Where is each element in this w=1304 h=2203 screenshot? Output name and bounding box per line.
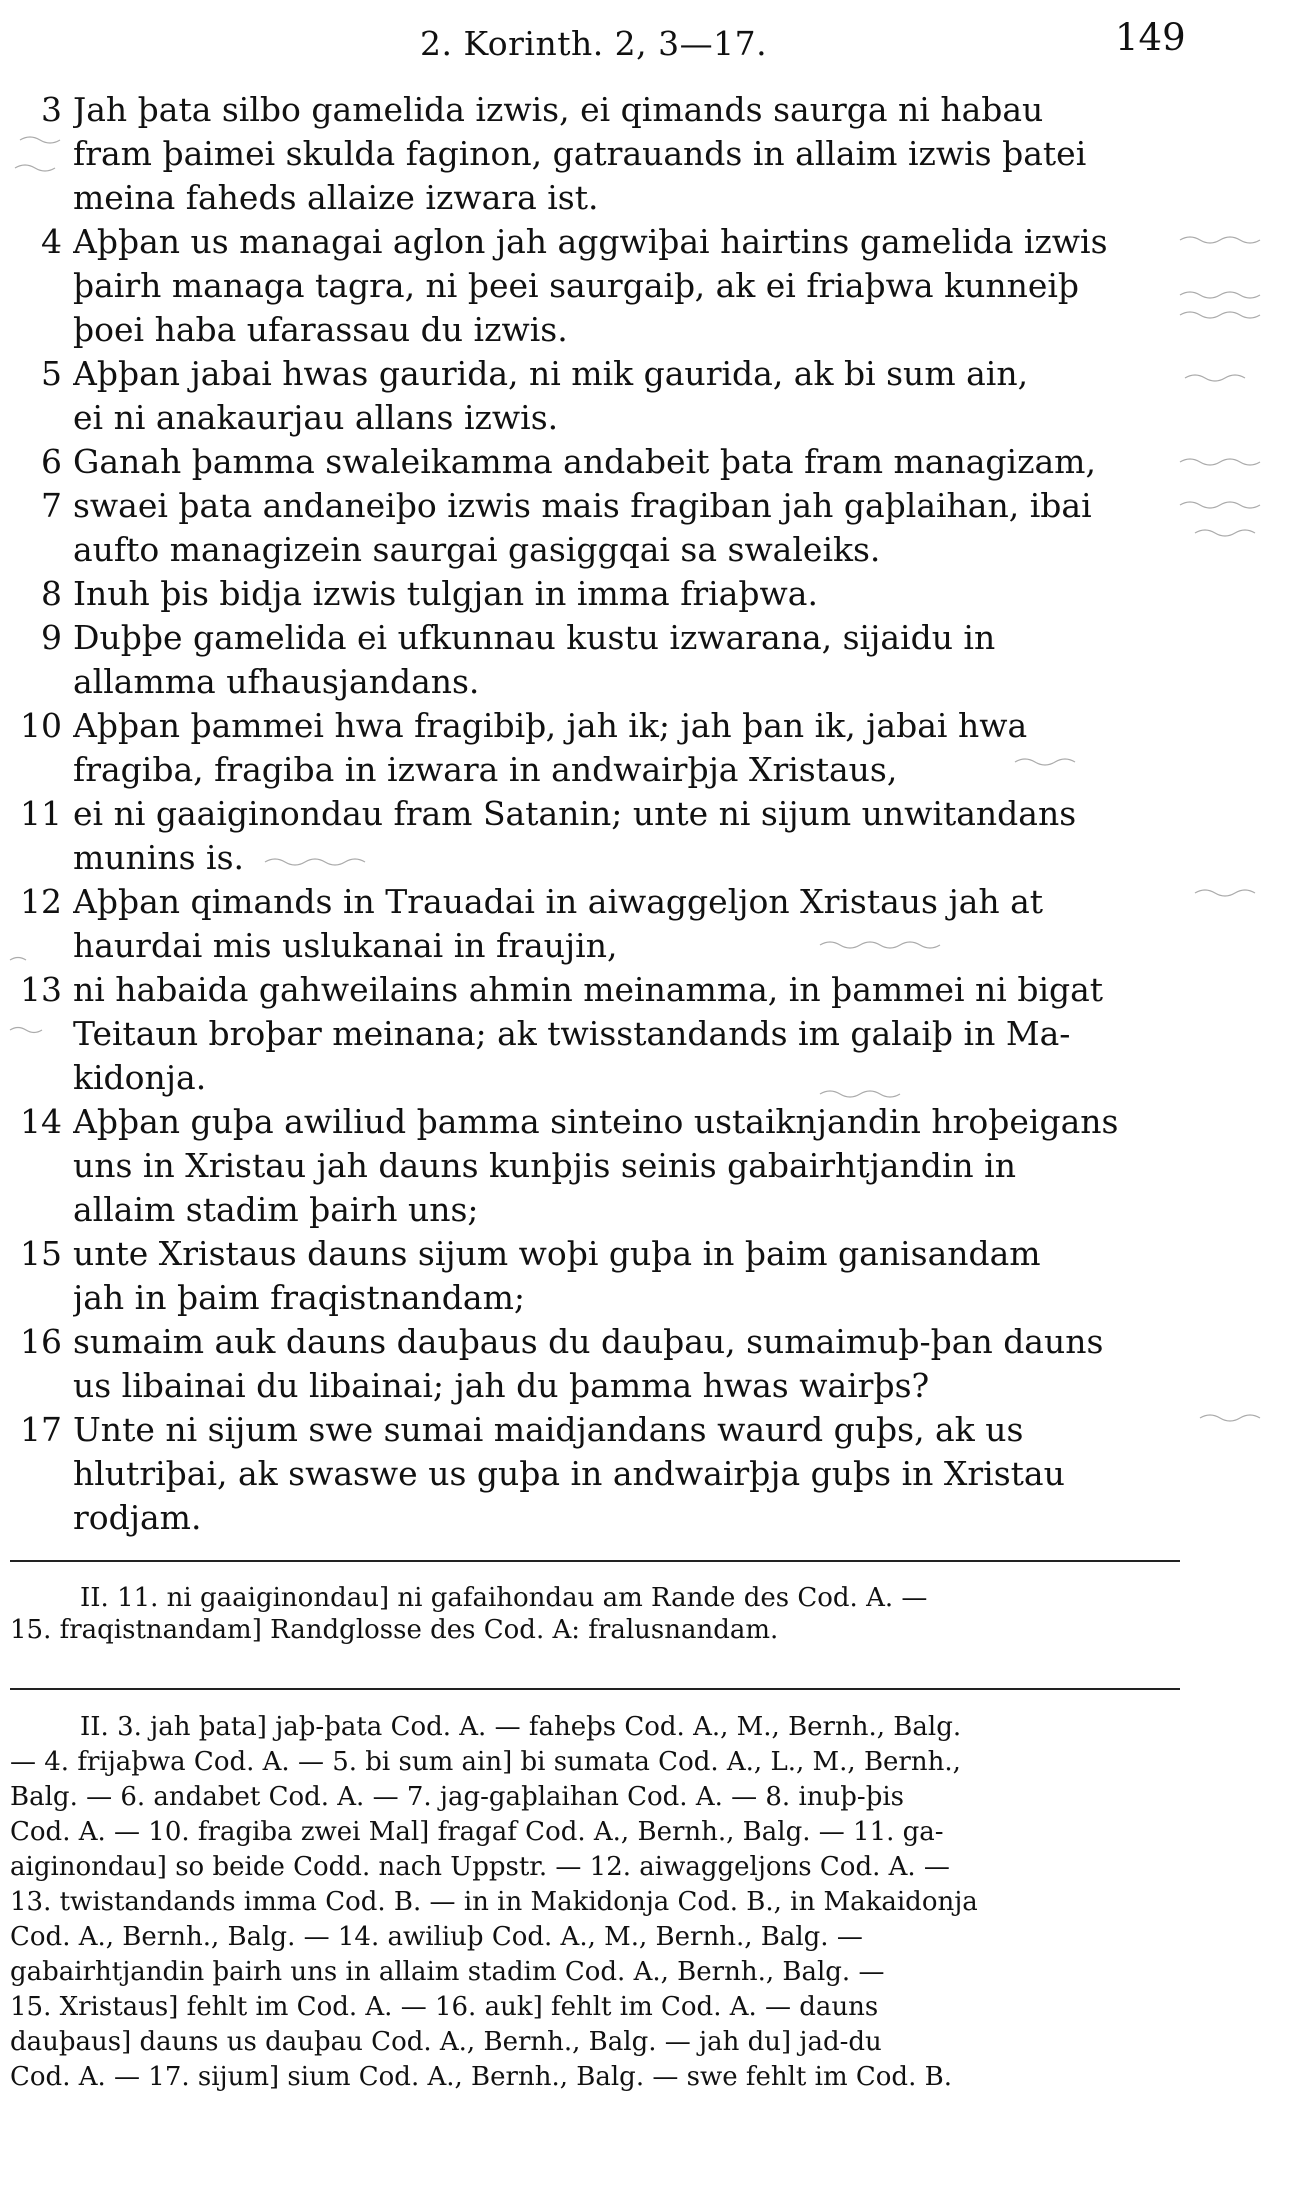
verse-number: 15	[20, 1234, 62, 1273]
verse-11	[0, 792, 1173, 880]
verse-line: ni habaida gahweilains ahmin meinamma, in þammei ni bigat	[73, 970, 1104, 1009]
verse-line: fram þaimei skulda faginon, gatrauands in allaim izwis þatei	[73, 134, 1087, 173]
verse-13	[0, 968, 1173, 1100]
verse-line: Unte ni sijum swe sumai maidjandans waurd guþs, ak us	[73, 1410, 1024, 1449]
verse-number: 11	[20, 794, 62, 833]
verse-number: 16	[20, 1322, 62, 1361]
page-number: 149	[1115, 16, 1186, 59]
footnote-line: — 4. frijaþwa Cod. A. — 5. bi sum ain] bi sumata Cod. A., L., M., Bernh.,	[10, 1747, 961, 1777]
verse-line: fragiba, fragiba in izwara in andwairþja Xristaus,	[73, 750, 898, 789]
verse-line: Aþþan us managai aglon jah aggwiþai hairtins gamelida izwis	[73, 222, 1108, 261]
footnote-line: Cod. A., Bernh., Balg. — 14. awiliuþ Cod. A., M., Bernh., Balg. —	[10, 1922, 863, 1952]
footnote-rule-2	[10, 1688, 1180, 1690]
footnote-line: Balg. — 6. andabet Cod. A. — 7. jag-gaþlaihan Cod. A. — 8. inuþ-þis	[10, 1782, 904, 1812]
verse-line: haurdai mis uslukanai in fraujin,	[73, 926, 618, 965]
verse-10	[0, 704, 1173, 792]
verse-line: Inuh þis bidja izwis tulgjan in imma friaþwa.	[73, 574, 818, 613]
verse-number: 17	[20, 1410, 62, 1449]
verse-8	[0, 572, 1173, 616]
footnote-line: Cod. A. — 17. sijum] sium Cod. A., Bernh., Balg. — swe fehlt im Cod. B.	[10, 2062, 952, 2092]
footnote-line: aiginondau] so beide Codd. nach Uppstr. — 12. aiwaggeljons Cod. A. —	[10, 1852, 950, 1882]
footnote-line: II. 11. ni gaaiginondau] ni gafaihondau am Rande des Cod. A. —	[80, 1583, 928, 1613]
verse-line: aufto managizein saurgai gasiggqai sa swaleiks.	[73, 530, 881, 569]
footnote-line: 15. fraqistnandam] Randglosse des Cod. A: fralusnandam.	[10, 1615, 779, 1645]
verse-line: Teitaun broþar meinana; ak twisstandands im galaiþ in Ma-	[73, 1014, 1071, 1053]
verse-line: munins is.	[73, 838, 245, 877]
verse-number: 9	[41, 618, 62, 657]
verse-block	[0, 88, 1304, 1540]
verse-line: Aþþan qimands in Trauadai in aiwaggeljon Xristaus jah at	[73, 882, 1044, 921]
verse-15	[0, 1232, 1173, 1320]
verse-line: sumaim auk dauns dauþaus du dauþau, sumaimuþ-þan dauns	[73, 1322, 1104, 1361]
footnote-line: dauþaus] dauns us dauþau Cod. A., Bernh., Balg. — jah du] jad-du	[10, 2027, 882, 2057]
verse-line: Aþþan þammei hwa fragibiþ, jah ik; jah þan ik, jabai hwa	[73, 706, 1028, 745]
verse-number: 3	[41, 90, 62, 129]
verse-9	[0, 616, 1173, 704]
verse-3	[0, 88, 1173, 220]
verse-line: allaim stadim þairh uns;	[73, 1190, 479, 1229]
verse-14	[0, 1100, 1173, 1232]
verse-line: meina faheds allaize izwara ist.	[73, 178, 599, 217]
verse-line: unte Xristaus dauns sijum woþi guþa in þaim ganisandam	[73, 1234, 1041, 1273]
verse-line: hlutriþai, ak swaswe us guþa in andwairþja guþs in Xristau	[73, 1454, 1065, 1493]
verse-line: jah in þaim fraqistnandam;	[73, 1278, 526, 1317]
verse-number: 12	[20, 882, 62, 921]
footnote-block-2	[10, 1710, 1180, 2095]
verse-number: 6	[41, 442, 62, 481]
verse-line: Aþþan jabai hwas gaurida, ni mik gaurida, ak bi sum ain,	[73, 354, 1029, 393]
verse-number: 13	[20, 970, 62, 1009]
verse-number: 14	[20, 1102, 62, 1141]
verse-line: Ganah þamma swaleikamma andabeit þata fram managizam,	[73, 442, 1096, 481]
verse-4	[0, 220, 1173, 352]
footnote-line: II. 3. jah þata] jaþ-þata Cod. A. — faheþs Cod. A., M., Bernh., Balg.	[80, 1712, 962, 1742]
footnote-line: 15. Xristaus] fehlt im Cod. A. — 16. auk] fehlt im Cod. A. — dauns	[10, 1992, 879, 2022]
verse-7	[0, 484, 1173, 572]
verse-line: ei ni gaaiginondau fram Satanin; unte ni sijum unwitandans	[73, 794, 1077, 833]
verse-number: 4	[41, 222, 62, 261]
verse-line: þairh managa tagra, ni þeei saurgaiþ, ak ei friaþwa kunneiþ	[73, 266, 1080, 305]
verse-line: swaei þata andaneiþo izwis mais fragiban jah gaþlaihan, ibai	[73, 486, 1092, 525]
verse-line: allamma ufhausjandans.	[73, 662, 480, 701]
verse-5	[0, 352, 1173, 440]
verse-line: ei ni anakaurjau allans izwis.	[73, 398, 559, 437]
verse-line: us libainai du libainai; jah du þamma hwas wairþs?	[73, 1366, 930, 1405]
verse-12	[0, 880, 1173, 968]
verse-17	[0, 1408, 1173, 1540]
verse-number: 10	[20, 706, 62, 745]
footnote-line: gabairhtjandin þairh uns in allaim stadim Cod. A., Bernh., Balg. —	[10, 1957, 885, 1987]
footnote-line: Cod. A. — 10. fragiba zwei Mal] fragaf Cod. A., Bernh., Balg. — 11. ga-	[10, 1817, 944, 1847]
verse-line: uns in Xristau jah dauns kunþjis seinis gabairhtjandin in	[73, 1146, 1016, 1185]
verse-line: Duþþe gamelida ei ufkunnau kustu izwarana, sijaidu in	[73, 618, 996, 657]
verse-number: 5	[41, 354, 62, 393]
verse-line: kidonja.	[73, 1058, 207, 1097]
running-head: 2. Korinth. 2, 3—17.	[420, 24, 768, 63]
footnote-rule-1	[10, 1560, 1180, 1562]
footnote-block-1	[10, 1582, 1180, 1646]
verse-16	[0, 1320, 1173, 1408]
footnote-line: 13. twistandands imma Cod. B. — in in Makidonja Cod. B., in Makaidonja	[10, 1887, 978, 1917]
verse-number: 8	[41, 574, 62, 613]
verse-line: rodjam.	[73, 1498, 202, 1537]
verse-line: Jah þata silbo gamelida izwis, ei qimands saurga ni habau	[73, 90, 1044, 129]
page-header	[0, 10, 1304, 63]
verse-line: Aþþan guþa awiliud þamma sinteino ustaiknjandin hroþeigans	[73, 1102, 1119, 1141]
verse-line: þoei haba ufarassau du izwis.	[73, 310, 568, 349]
verse-number: 7	[41, 486, 62, 525]
verse-6	[0, 440, 1173, 484]
